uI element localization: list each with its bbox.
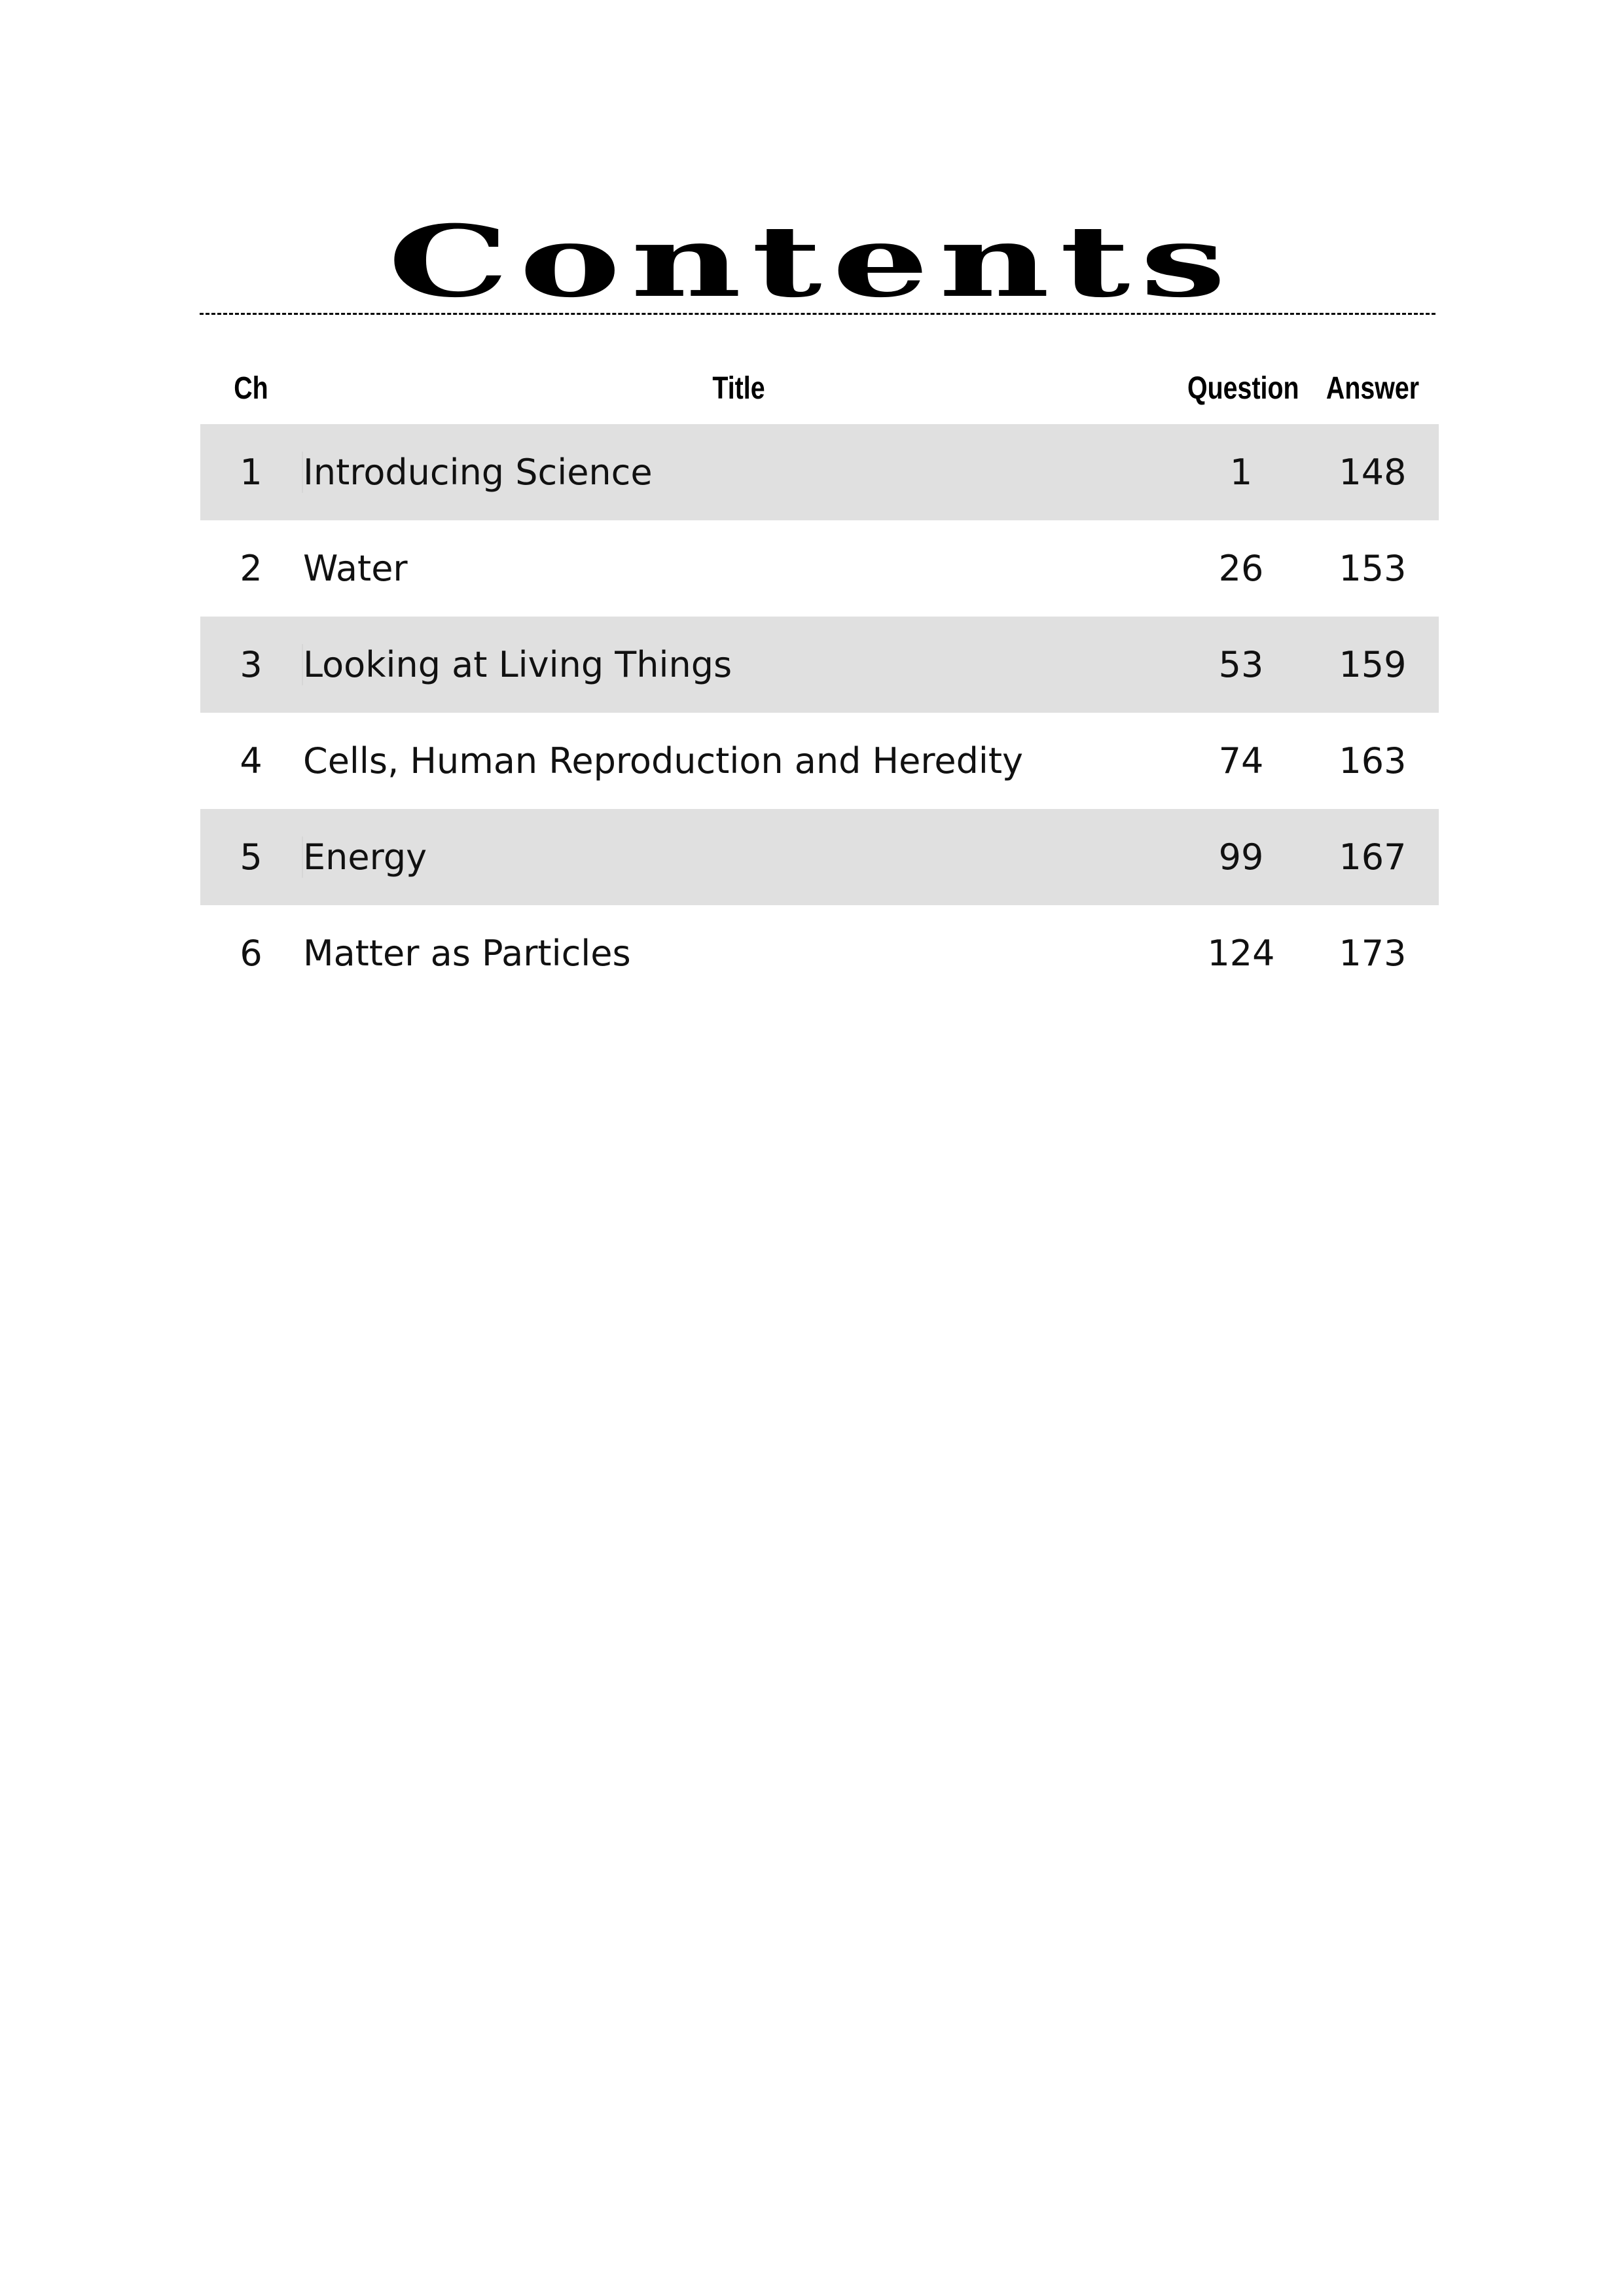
table-row[interactable] [200, 809, 1439, 905]
table-row[interactable] [200, 424, 1439, 520]
header-title: Title [712, 370, 765, 406]
header-answer: Answer [1326, 370, 1420, 406]
answer-page: 153 [1339, 548, 1407, 589]
answer-page: 173 [1339, 933, 1407, 974]
answer-page: 159 [1339, 644, 1407, 685]
table-header [200, 352, 1439, 424]
title-divider [200, 313, 1435, 315]
chapter-number: 6 [240, 933, 262, 974]
question-page: 26 [1218, 548, 1264, 589]
header-ch: Ch [234, 370, 268, 406]
chapter-title: Water [303, 548, 408, 589]
chapter-title: Cells, Human Reproduction and Heredity [303, 740, 1023, 781]
table-row[interactable] [200, 520, 1439, 617]
contents-table [200, 352, 1439, 1001]
table-row[interactable] [200, 617, 1439, 713]
header-question: Question [1187, 370, 1299, 406]
chapter-title: Matter as Particles [303, 933, 631, 974]
question-page: 53 [1218, 644, 1264, 685]
table-row[interactable] [200, 905, 1439, 1001]
chapter-number: 2 [240, 548, 262, 589]
answer-page: 148 [1339, 452, 1407, 493]
answer-page: 163 [1339, 740, 1407, 781]
question-page: 99 [1218, 836, 1264, 878]
chapter-number: 1 [240, 452, 262, 493]
chapter-title: Introducing Science [302, 452, 1176, 493]
chapter-title: Looking at Living Things [302, 644, 1176, 685]
question-page: 1 [1229, 452, 1253, 493]
chapter-number: 5 [240, 836, 262, 878]
table-row[interactable] [200, 713, 1439, 809]
chapter-title: Energy [302, 836, 1176, 878]
page-title: Contents [388, 204, 1236, 319]
question-page: 74 [1218, 740, 1264, 781]
question-page: 124 [1207, 933, 1275, 974]
answer-page: 167 [1339, 836, 1407, 878]
chapter-number: 4 [240, 740, 262, 781]
chapter-number: 3 [240, 644, 262, 685]
